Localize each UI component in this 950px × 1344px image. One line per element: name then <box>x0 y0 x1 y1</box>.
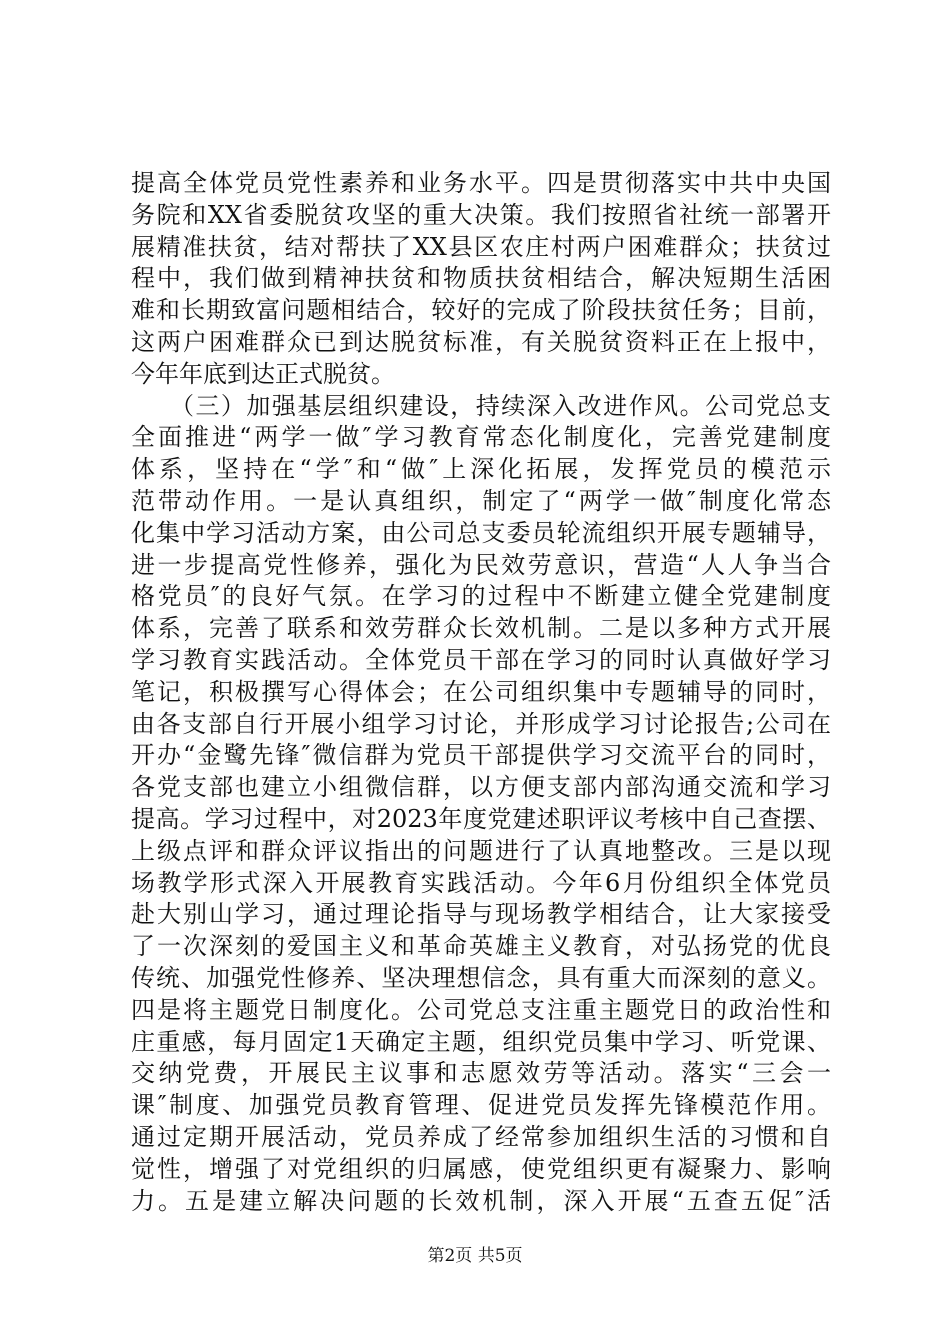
text-line: 化集中学习活动方案，由公司总支委员轮流组织开展专题辅导， <box>131 518 831 547</box>
text-line: 传统、加强党性修养、坚决理想信念，具有重大而深刻的意义。 <box>131 963 831 992</box>
text-line: 体系，坚持在“学″和“做″上深化拓展，发挥党员的模范示 <box>131 455 831 484</box>
text-line: 各党支部也建立小组微信群，以方便支部内部沟通交流和学习 <box>131 773 831 802</box>
text-line: 程中，我们做到精神扶贫和物质扶贫相结合，解决短期生活困 <box>131 264 831 293</box>
text-line: 课″制度、加强党员教育管理、促进党员发挥先锋模范作用。 <box>131 1091 831 1120</box>
text-line: 这两户困难群众已到达脱贫标准，有关脱贫资料正在上报中， <box>131 327 831 356</box>
text-line: 力。五是建立解决问题的长效机制，深入开展“五查五促″活 <box>131 1186 831 1215</box>
text-line: 了一次深刻的爱国主义和革命英雄主义教育，对弘扬党的优良 <box>131 932 831 961</box>
text-line: 务院和XX省委脱贫攻坚的重大决策。我们按照省社统一部署开 <box>131 200 831 229</box>
text-line: 交纳党费，开展民主议事和志愿效劳等活动。落实“三会一 <box>131 1059 831 1088</box>
text-line: 学习教育实践活动。全体党员干部在学习的同时认真做好学习 <box>131 645 831 674</box>
text-line: 通过定期开展活动，党员养成了经常参加组织生活的习惯和自 <box>131 1122 831 1151</box>
text-line: 赴大别山学习，通过理论指导与现场教学相结合，让大家接受 <box>131 900 831 929</box>
text-line: 庄重感，每月固定1天确定主题，组织党员集中学习、听党课、 <box>131 1027 831 1056</box>
page-footer: 第2页 共5页 <box>427 1246 523 1266</box>
text-line: （三）加强基层组织建设，持续深入改进作风。公司党总支 <box>131 391 831 420</box>
text-line: 觉性，增强了对党组织的归属感，使党组织更有凝聚力、影响 <box>131 1154 831 1183</box>
text-line: 今年年底到达正式脱贫。 <box>131 359 395 388</box>
text-line: 格党员″的良好气氛。在学习的过程中不断建立健全党建制度 <box>131 582 831 611</box>
text-line: 四是将主题党日制度化。公司党总支注重主题党日的政治性和 <box>131 995 831 1024</box>
text-line: 提高。学习过程中，对2023年度党建述职评议考核中自己查摆、 <box>131 804 831 833</box>
text-line: 场教学形式深入开展教育实践活动。今年6月份组织全体党员 <box>131 868 831 897</box>
text-line: 全面推进“两学一做″学习教育常态化制度化，完善党建制度 <box>131 423 831 452</box>
text-line: 范带动作用。一是认真组织，制定了“两学一做″制度化常态 <box>131 486 831 515</box>
text-line: 由各支部自行开展小组学习讨论，并形成学习讨论报告;公司在 <box>131 709 831 738</box>
text-line: 上级点评和群众评议指出的问题进行了认真地整改。三是以现 <box>131 836 831 865</box>
text-line: 难和长期致富问题相结合，较好的完成了阶段扶贫任务；目前， <box>131 296 831 325</box>
text-line: 体系，完善了联系和效劳群众长效机制。二是以多种方式开展 <box>131 614 831 643</box>
text-line: 开办“金鹭先锋″微信群为党员干部提供学习交流平台的同时， <box>131 741 831 770</box>
body-text <box>131 168 831 1217</box>
text-line: 笔记，积极撰写心得体会；在公司组织集中专题辅导的同时， <box>131 677 831 706</box>
text-line: 展精准扶贫，结对帮扶了XX县区农庄村两户困难群众；扶贫过 <box>131 232 831 261</box>
text-line: 进一步提高党性修养，强化为民效劳意识，营造“人人争当合 <box>131 550 831 579</box>
text-line: 提高全体党员党性素养和业务水平。四是贯彻落实中共中央国 <box>131 169 831 197</box>
